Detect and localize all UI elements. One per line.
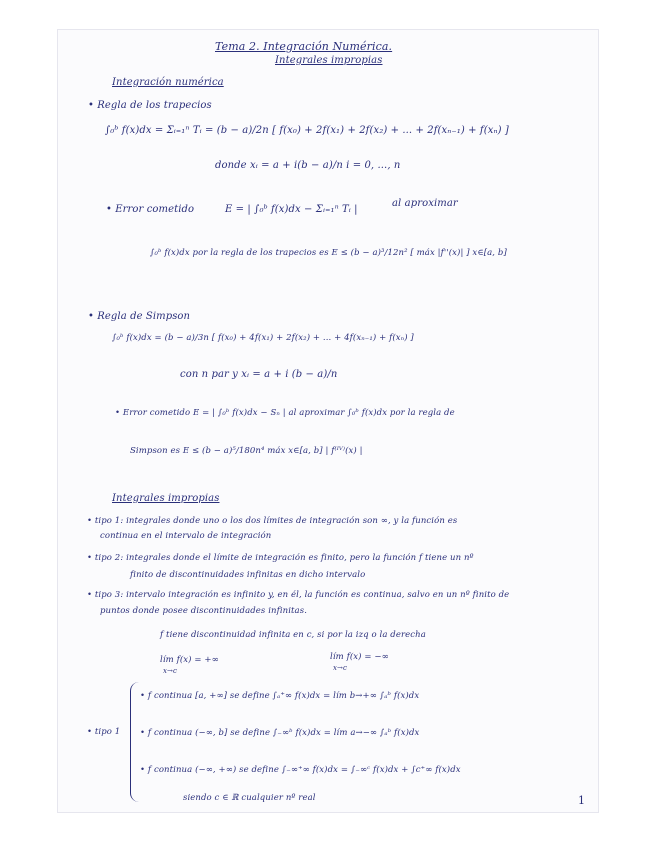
tipo1-case-3: • f continua (−∞, +∞) se define ∫₋∞⁺∞ f(x)dx = ∫₋∞ᶜ f(x)dx + ∫c⁺∞ f(x)dx [140, 765, 461, 775]
simpson-error-line2: Simpson es E ≤ (b − a)⁵/180n⁴ máx x∈[a, b] | f⁽ᴵⱽ⁾(x) | [130, 446, 363, 456]
left-brace [130, 682, 139, 802]
discontinuidad-line: f tiene discontinuidad infinita en c, si por la izq o la derecha [160, 630, 426, 640]
simpson-error-line: • Error cometido E = | ∫₀ᵇ f(x)dx − Sₙ | al aproximar ∫₀ᵇ f(x)dx por la regla de [115, 408, 455, 418]
simpson-con: con n par y xᵢ = a + i (b − a)/n [180, 369, 338, 380]
limit-minus-sub: x→c [333, 664, 348, 672]
page-number: 1 [578, 794, 585, 807]
page-subtitle: Integrales impropias [275, 55, 383, 66]
page-title: Tema 2. Integración Numérica. [215, 40, 393, 53]
trapecios-error-tail: al aproximar [392, 198, 458, 209]
tipo1-case-2: • f continua (−∞, b] se define ∫₋∞ᵇ f(x)dx = lím a→−∞ ∫ₐᵇ f(x)dx [140, 728, 420, 738]
trapecios-error-formula: E = | ∫₀ᵇ f(x)dx − Σᵢ₌₁ⁿ Tᵢ | [225, 204, 358, 215]
trapecios-bound: ∫₀ᵇ f(x)dx por la regla de los trapecios es E ≤ (b − a)³/12n² [ máx |f''(x)| ] x∈[a, b] [150, 248, 507, 258]
trapecios-donde: donde xᵢ = a + i(b − a)/n i = 0, ..., n [215, 160, 401, 171]
tipo-3-line2: puntos donde posee discontinuidades infinitas. [100, 606, 307, 616]
limit-minus-inf: lím f(x) = −∞ [330, 652, 389, 662]
limit-plus-sub: x→c [163, 667, 178, 675]
section-heading-numerica: Integración numérica [112, 77, 224, 88]
simpson-bullet: • Regla de Simpson [88, 311, 191, 322]
trapecios-formula: ∫₀ᵇ f(x)dx = Σᵢ₌₁ⁿ Tᵢ = (b − a)/2n [ f(x₀) + 2f(x₁) + 2f(x₂) + ... + 2f(xₙ₋₁) + f(xₙ) ] [105, 125, 509, 136]
section-heading-impropias: Integrales impropias [112, 493, 220, 504]
tipo-3-line1: • tipo 3: intervalo integración es infinito y, en él, la función es continua, salvo en un nº finito de [87, 590, 510, 600]
tipo-2-line2: finito de discontinuidades infinitas en dicho intervalo [130, 570, 366, 580]
tipo1-label: • tipo 1 [87, 727, 121, 737]
limit-plus-inf: lím f(x) = +∞ [160, 655, 219, 665]
tipo1-case-1: • f continua [a, +∞] se define ∫ₐ⁺∞ f(x)dx = lím b→+∞ ∫ₐᵇ f(x)dx [140, 691, 420, 701]
trapecios-bullet: • Regla de los trapecios [88, 100, 212, 111]
trapecios-error-label: • Error cometido [106, 204, 195, 215]
tipo-1-line2: continua en el intervalo de integración [100, 531, 272, 541]
tipo1-note: siendo c ∈ ℝ cualquier nº real [183, 793, 316, 803]
tipo-2-line1: • tipo 2: integrales donde el límite de integración es finito, pero la función f tiene un nº [87, 553, 474, 563]
simpson-formula: ∫₀ᵇ f(x)dx = (b − a)/3n [ f(x₀) + 4f(x₁) + 2f(x₂) + ... + 4f(xₙ₋₁) + f(xₙ) ] [112, 333, 414, 343]
tipo-1-line1: • tipo 1: integrales donde uno o los dos límites de integración son ∞, y la función es [87, 516, 458, 526]
